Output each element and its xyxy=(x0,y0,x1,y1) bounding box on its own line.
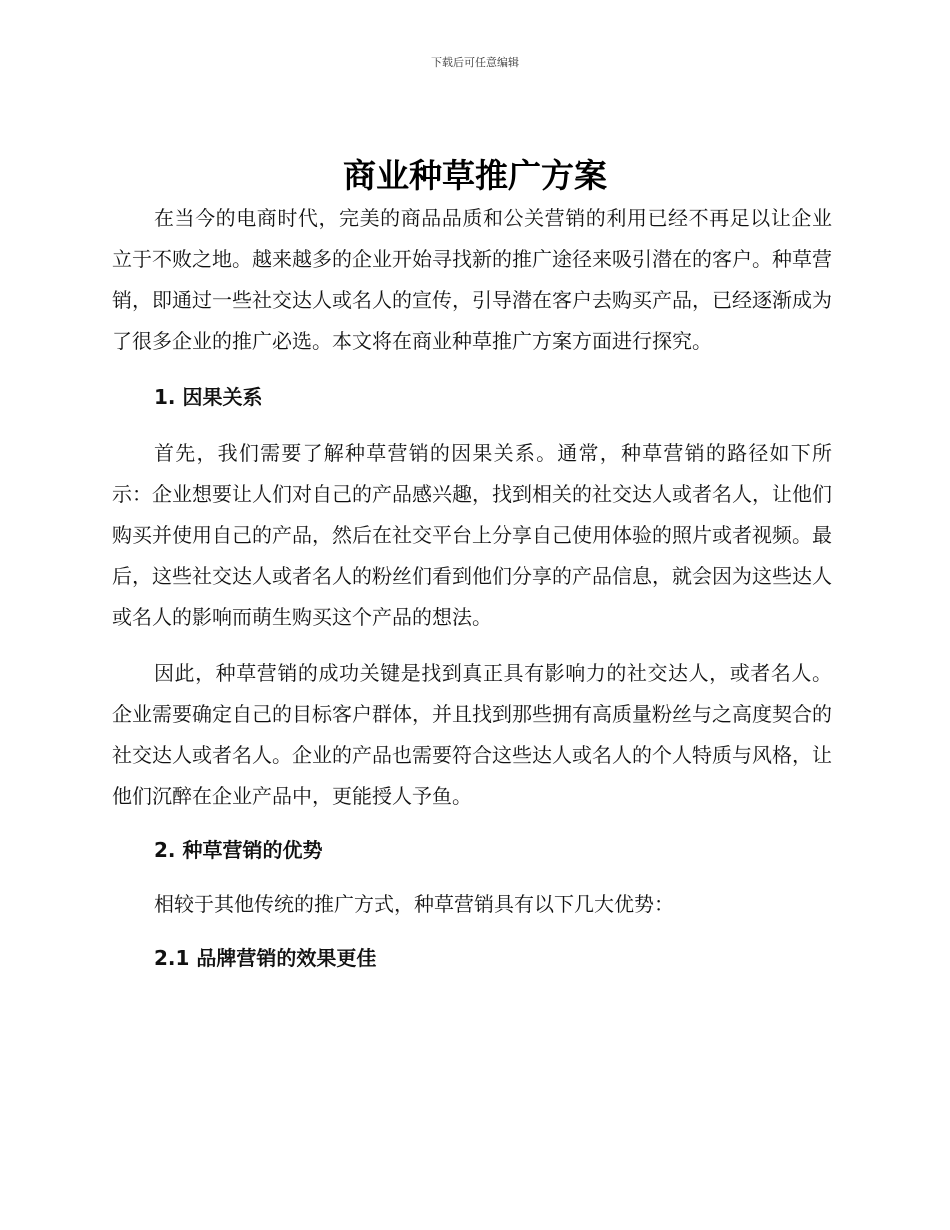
paragraph-advantages-intro: 相较于其他传统的推广方式，种草营销具有以下几大优势： xyxy=(154,892,674,916)
document-body xyxy=(112,198,832,979)
section-heading-2-1: 2.1 品牌营销的效果更佳 xyxy=(154,946,377,970)
intro-paragraph: 在当今的电商时代，完美的商品品质和公关营销的利用已经不再足以让企业立于不败之地。越来越多的企业开始寻找新的推广途径来吸引潜在的客户。种草营销，即通过一些社交达人或名人的宣传，引导潜在客户去购买产品，已经逐渐成为了很多企业的推广必选。本文将在商业种草推广方案方面进行探究。 xyxy=(112,206,832,353)
header-note: 下载后可任意编辑 xyxy=(431,56,519,69)
paragraph-key-success: 因此，种草营销的成功关键是找到真正具有影响力的社交达人，或者名人。企业需要确定自己的目标客户群体，并且找到那些拥有高质量粉丝与之高度契合的社交达人或者名人。企业的产品也需要符合这些达人或名人的个人特质与风格，让他们沉醉在企业产品中，更能授人予鱼。 xyxy=(112,661,832,808)
paragraph-causality: 首先，我们需要了解种草营销的因果关系。通常，种草营销的路径如下所示：企业想要让人们对自己的产品感兴趣，找到相关的社交达人或者名人，让他们购买并使用自己的产品，然后在社交平台上分享自己使用体验的照片或者视频。最后，这些社交达人或者名人的粉丝们看到他们分享的产品信息，就会因为这些达人或名人的影响而萌生购买这个产品的想法。 xyxy=(112,441,832,629)
document-title: 商业种草推广方案 xyxy=(343,156,607,195)
section-heading-1: 1. 因果关系 xyxy=(154,385,263,409)
section-heading-2: 2. 种草营销的优势 xyxy=(154,838,323,862)
